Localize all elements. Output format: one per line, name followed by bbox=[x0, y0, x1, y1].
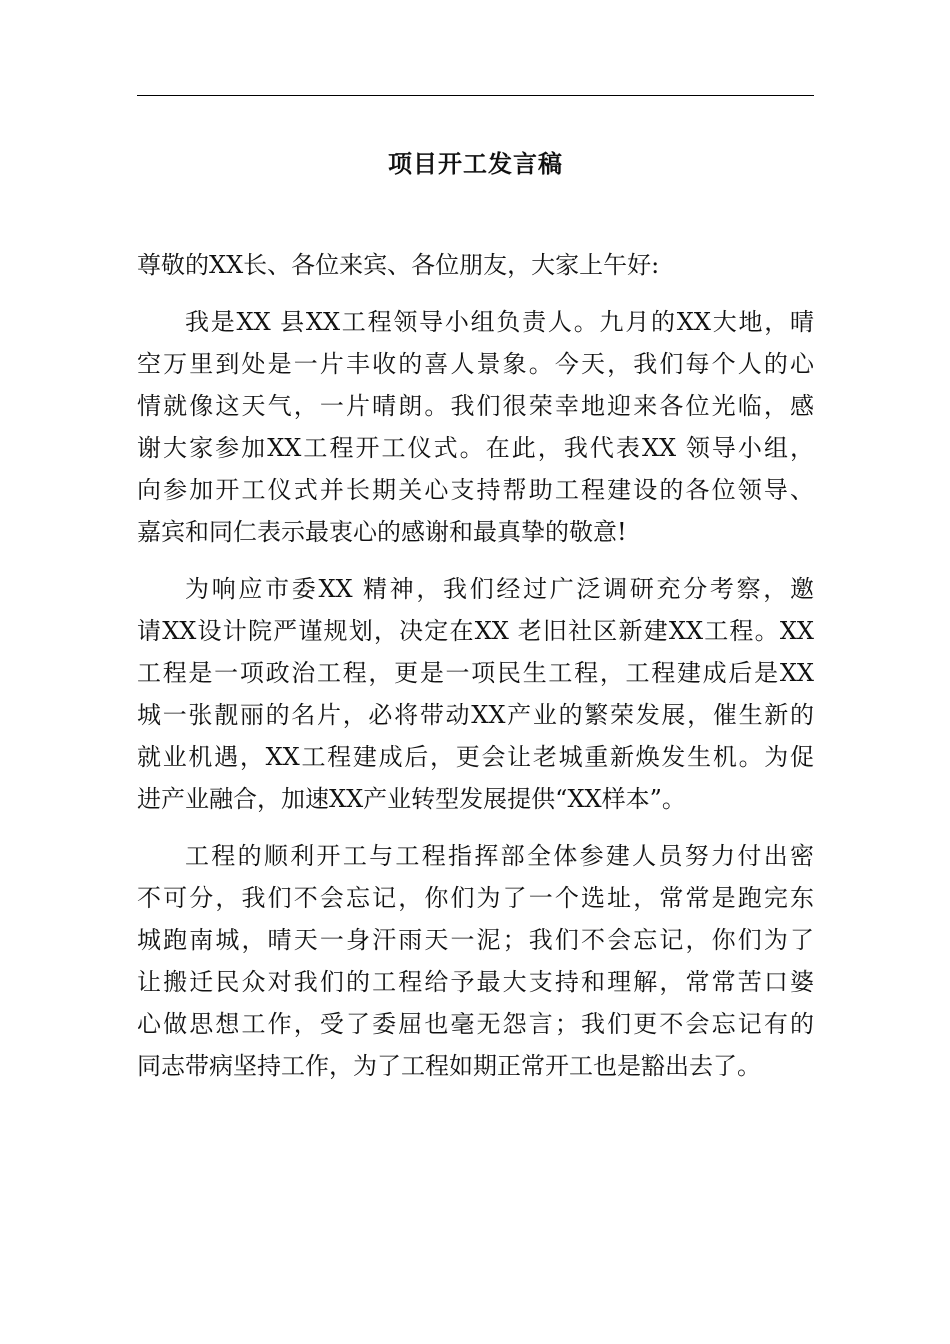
paragraph-line: 城跑南城，晴天一身汗雨天一泥；我们不会忘记，你们为了 bbox=[137, 926, 814, 954]
paragraph-line: 心做思想工作，受了委屈也毫无怨言；我们更不会忘记有的 bbox=[137, 1010, 814, 1038]
paragraph-3 bbox=[137, 835, 814, 1087]
paragraph-line: 就业机遇，XX工程建成后，更会让老城重新焕发生机。为促 bbox=[137, 743, 814, 771]
paragraph-line: 同志带病坚持工作，为了工程如期正常开工也是豁出去了。 bbox=[137, 1052, 761, 1080]
paragraph-1 bbox=[137, 301, 814, 553]
document-title: 项目开工发言稿 bbox=[388, 149, 563, 178]
paragraph-line: 请XX设计院严谨规划，决定在XX 老旧社区新建XX工程。XX bbox=[137, 617, 814, 645]
paragraph-line: 让搬迁民众对我们的工程给予最大支持和理解，常常苦口婆 bbox=[137, 968, 814, 996]
paragraph-line: 城一张靓丽的名片，必将带动XX产业的繁荣发展，催生新的 bbox=[137, 701, 814, 729]
paragraph-2 bbox=[137, 568, 814, 820]
salutation: 尊敬的XX长、各位来宾、各位朋友，大家上午好: bbox=[137, 251, 660, 279]
paragraph-line: 为响应市委XX 精神，我们经过广泛调研充分考察，邀 bbox=[185, 575, 814, 603]
paragraph-line: 工程的顺利开工与工程指挥部全体参建人员努力付出密 bbox=[185, 842, 814, 870]
paragraph-line: 情就像这天气，一片晴朗。我们很荣幸地迎来各位光临，感 bbox=[137, 392, 814, 420]
paragraph-line: 工程是一项政治工程，更是一项民生工程，工程建成后是XX bbox=[137, 659, 814, 687]
paragraph-line: 空万里到处是一片丰收的喜人景象。今天，我们每个人的心 bbox=[137, 350, 814, 378]
header-rule bbox=[137, 95, 814, 96]
paragraph-line: 我是XX 县XX工程领导小组负责人。九月的XX大地，晴 bbox=[185, 308, 814, 336]
paragraph-line: 向参加开工仪式并长期关心支持帮助工程建设的各位领导、 bbox=[137, 476, 814, 504]
document-body bbox=[137, 244, 814, 1102]
paragraph-line: 嘉宾和同仁表示最衷心的感谢和最真挚的敬意! bbox=[137, 518, 627, 546]
paragraph-line: 谢大家参加XX工程开工仪式。在此，我代表XX 领导小组， bbox=[137, 434, 814, 462]
paragraph-line: 不可分，我们不会忘记，你们为了一个选址，常常是跑完东 bbox=[137, 884, 814, 912]
paragraph-line: 进产业融合，加速XX产业转型发展提供“XX样本”。 bbox=[137, 785, 686, 813]
